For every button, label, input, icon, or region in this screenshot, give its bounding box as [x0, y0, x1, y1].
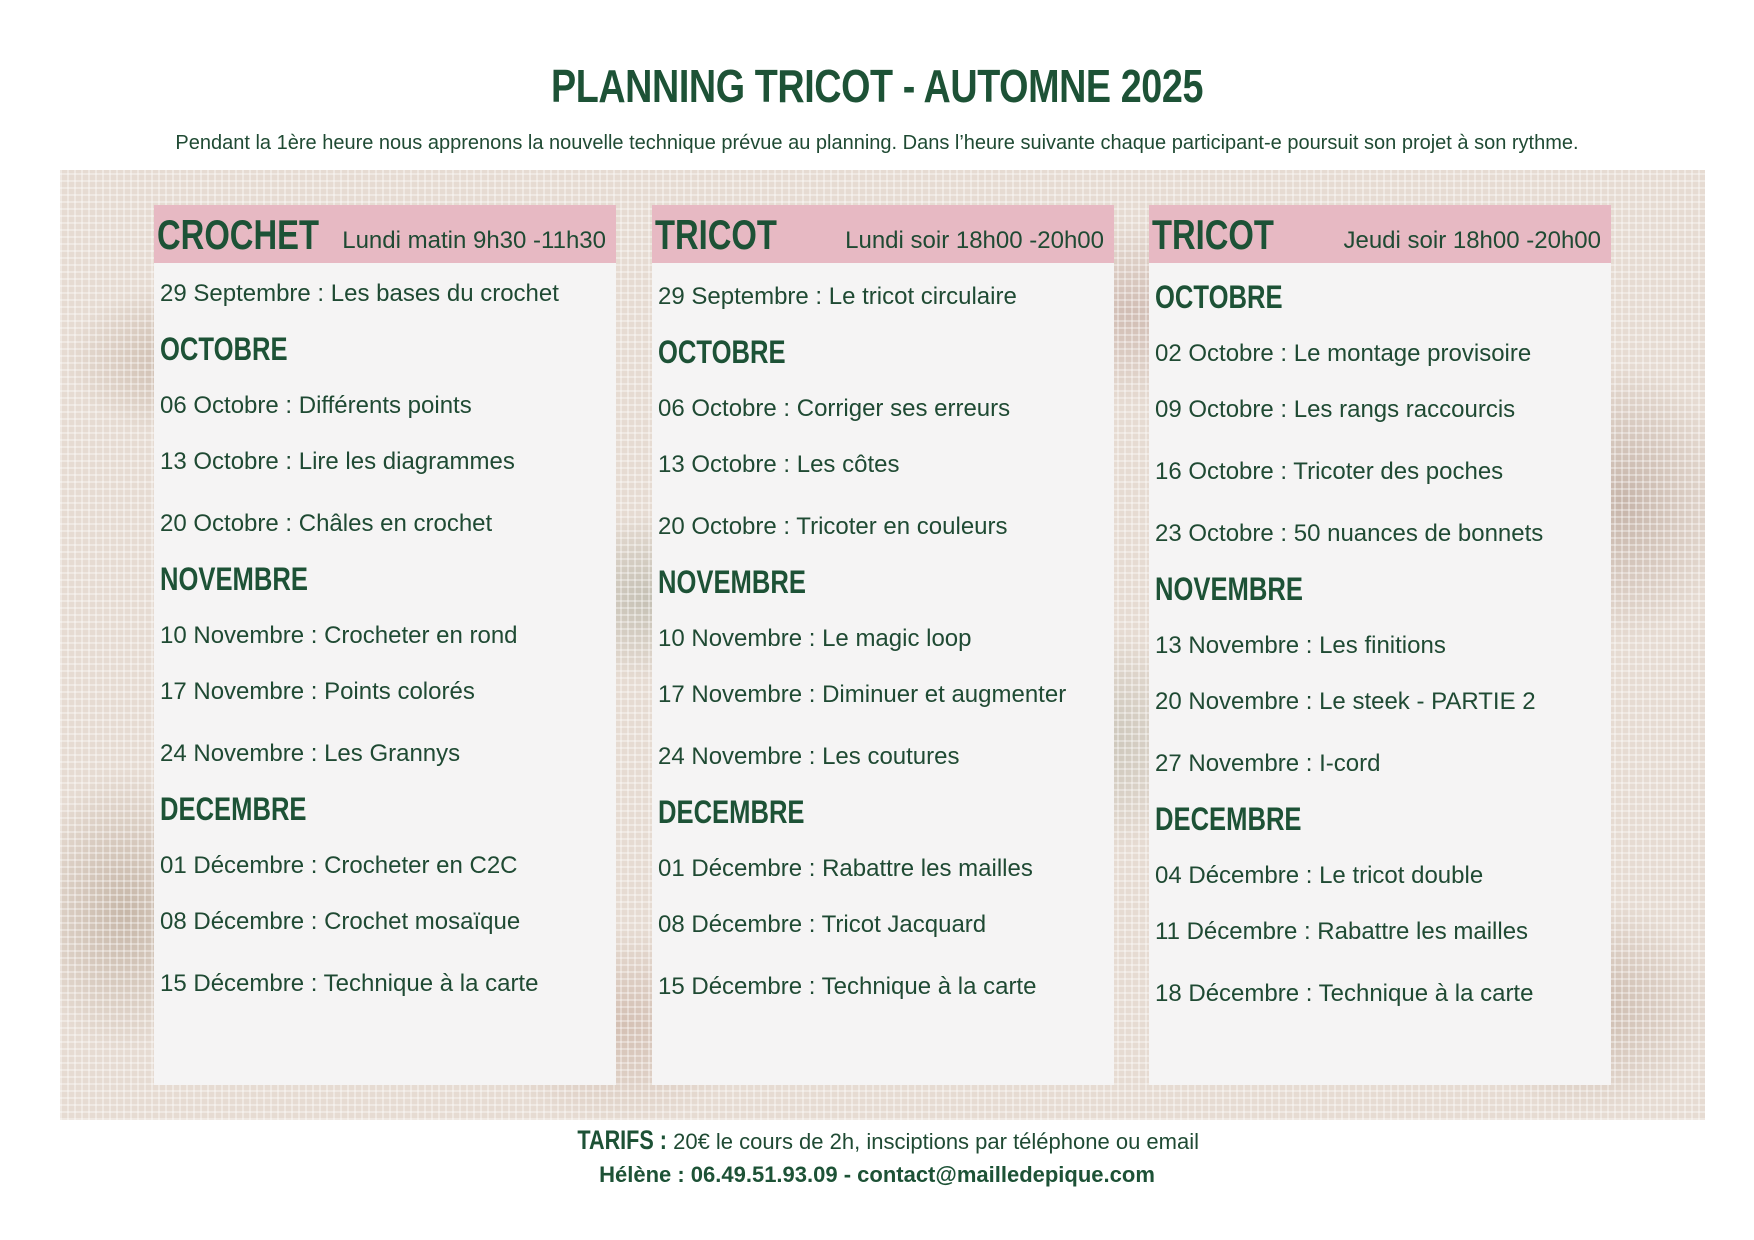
session-item: 17 Novembre : Diminuer et augmenter — [658, 681, 1067, 708]
month-heading: OCTOBRE — [160, 331, 288, 367]
session-item: 15 Décembre : Technique à la carte — [658, 973, 1037, 1000]
intro-text: Pendant la 1ère heure nous apprenons la nouvelle technique prévue au planning. Dans l’heure suivante chaque participant-e poursuit son projet à son rythme. — [175, 132, 1579, 154]
session-item: 01 Décembre : Rabattre les mailles — [658, 855, 1033, 882]
column-title: TRICOT — [655, 211, 777, 258]
month-heading: OCTOBRE — [658, 334, 786, 370]
contact-line: Hélène : 06.49.51.93.09 - contact@mailledepique.com — [599, 1162, 1155, 1187]
month-heading: OCTOBRE — [1155, 279, 1283, 315]
tarifs-label: TARIFS : — [577, 1125, 667, 1155]
tarifs-line — [0, 1125, 1754, 1157]
month-heading: NOVEMBRE — [160, 561, 308, 597]
page-title: PLANNING TRICOT - AUTOMNE 2025 — [550, 60, 1204, 112]
month-heading: DECEMBRE — [1155, 801, 1302, 837]
session-item: 17 Novembre : Points colorés — [160, 678, 475, 705]
session-item: 15 Décembre : Technique à la carte — [160, 970, 539, 997]
session-item: 16 Octobre : Tricoter des poches — [1155, 458, 1504, 485]
session-item: 10 Novembre : Crocheter en rond — [160, 622, 518, 649]
session-item: 24 Novembre : Les coutures — [658, 743, 960, 770]
session-item: 04 Décembre : Le tricot double — [1155, 862, 1484, 889]
session-item: 11 Décembre : Rabattre les mailles — [1155, 918, 1529, 945]
column-time: Jeudi soir 18h00 -20h00 — [1343, 227, 1601, 254]
schedule-column-tricot-lundi — [652, 205, 1114, 1085]
session-item: 08 Décembre : Tricot Jacquard — [658, 911, 987, 938]
column-header — [652, 205, 1114, 263]
column-title: TRICOT — [1152, 211, 1274, 258]
session-item: 18 Décembre : Technique à la carte — [1155, 980, 1534, 1007]
session-item: 01 Décembre : Crocheter en C2C — [160, 852, 518, 879]
schedule-column-crochet — [154, 205, 616, 1085]
session-item: 10 Novembre : Le magic loop — [658, 625, 972, 652]
session-item: 13 Octobre : Les côtes — [658, 451, 900, 478]
column-time: Lundi matin 9h30 -11h30 — [342, 227, 606, 254]
session-item: 29 Septembre : Les bases du crochet — [160, 280, 559, 307]
session-item: 27 Novembre : I-cord — [1155, 750, 1381, 777]
month-heading: NOVEMBRE — [658, 564, 806, 600]
session-item: 09 Octobre : Les rangs raccourcis — [1155, 396, 1516, 423]
column-header — [154, 205, 616, 263]
session-item: 06 Octobre : Corriger ses erreurs — [658, 395, 1011, 422]
session-item: 06 Octobre : Différents points — [160, 392, 472, 419]
session-item: 08 Décembre : Crochet mosaïque — [160, 908, 521, 935]
session-item: 13 Novembre : Les finitions — [1155, 632, 1446, 659]
session-item: 23 Octobre : 50 nuances de bonnets — [1155, 520, 1544, 547]
session-item: 29 Septembre : Le tricot circulaire — [658, 283, 1017, 310]
month-heading: DECEMBRE — [658, 794, 805, 830]
session-item: 20 Octobre : Tricoter en couleurs — [658, 513, 1008, 540]
column-header — [1149, 205, 1611, 263]
session-item: 20 Novembre : Le steek - PARTIE 2 — [1155, 688, 1536, 715]
column-time: Lundi soir 18h00 -20h00 — [845, 227, 1104, 254]
schedule-column-tricot-jeudi — [1149, 205, 1611, 1085]
month-heading: NOVEMBRE — [1155, 571, 1303, 607]
session-item: 20 Octobre : Châles en crochet — [160, 510, 493, 537]
tarifs-text: 20€ le cours de 2h, insciptions par téléphone ou email — [673, 1129, 1199, 1154]
session-item: 24 Novembre : Les Grannys — [160, 740, 461, 767]
session-item: 13 Octobre : Lire les diagrammes — [160, 448, 515, 475]
month-heading: DECEMBRE — [160, 791, 307, 827]
session-item: 02 Octobre : Le montage provisoire — [1155, 340, 1532, 367]
column-title: CROCHET — [157, 211, 319, 258]
